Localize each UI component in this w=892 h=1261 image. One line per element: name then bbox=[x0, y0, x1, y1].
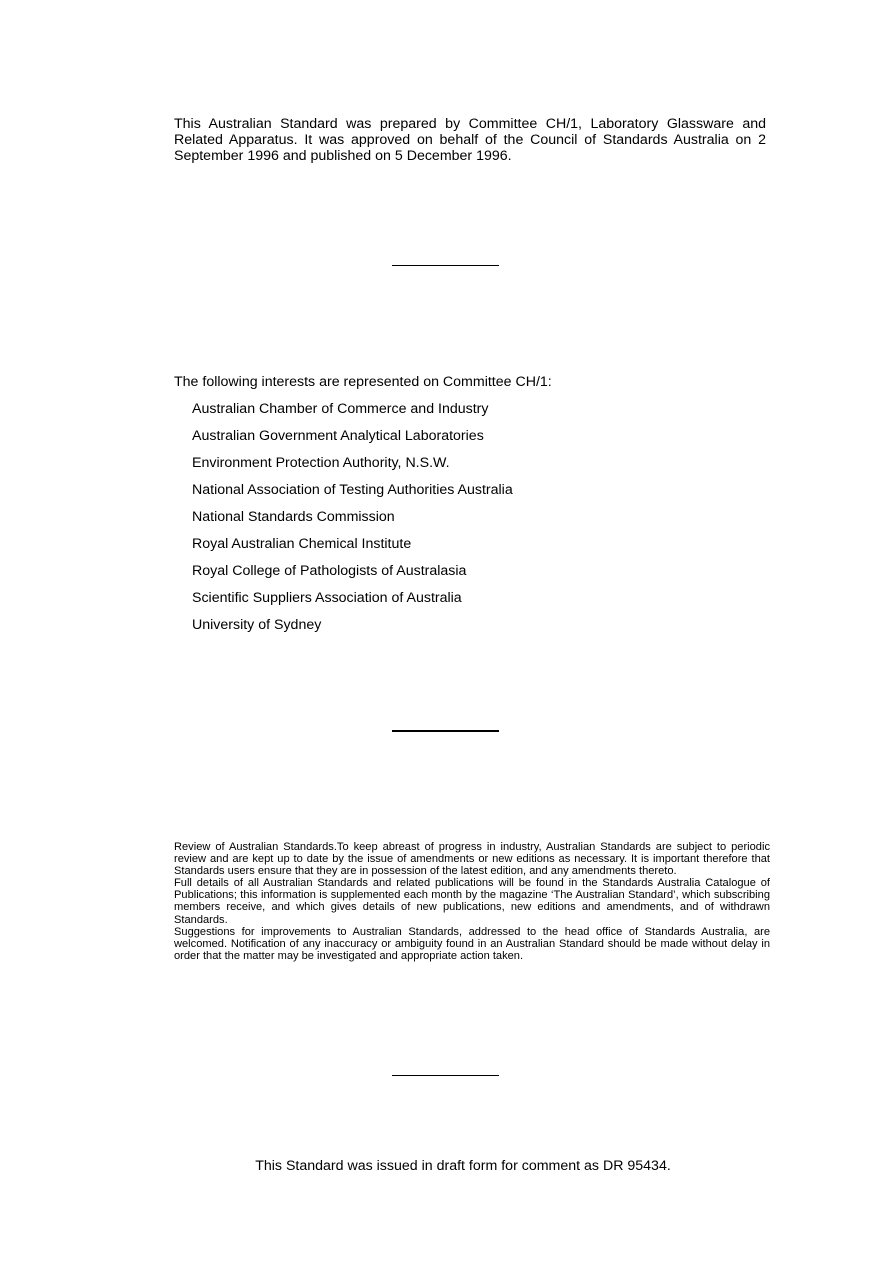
list-item: Australian Chamber of Commerce and Industry bbox=[192, 401, 489, 417]
interest-list bbox=[174, 400, 766, 643]
catalogue-paragraph: Full details of all Australian Standards and related publications will be found in the Standards Australia Catalogue of Publications; this information is supplemented each month by the magazine ‘The Australian Standard’, which subscribing members receive, and which gives details of new publications, new editions and amendments, and of withdrawn Standards. bbox=[174, 877, 770, 926]
list-item: Scientific Suppliers Association of Australia bbox=[192, 590, 462, 606]
divider-rule bbox=[392, 1075, 499, 1076]
divider-rule bbox=[392, 265, 499, 266]
list-item: Royal Australian Chemical Institute bbox=[192, 536, 412, 552]
committee-interests bbox=[174, 373, 766, 643]
preparation-note: This Australian Standard was prepared by Committee CH/1, Laboratory Glassware and Related Apparatus. It was approved on behalf of the Council of Standards Australia on 2 September 1996 and published on 5 December 1996. bbox=[174, 116, 766, 164]
divider-rule bbox=[392, 730, 499, 732]
suggestions-paragraph: Suggestions for improvements to Australian Standards, addressed to the head office of Standards Australia, are welcomed. Notification of any inaccuracy or ambiguity found in an Australian Standard should be made without delay in order that the matter may be investigated and appropriate action taken. bbox=[174, 925, 770, 962]
list-item: Environment Protection Authority, N.S.W. bbox=[192, 455, 450, 471]
interests-heading: The following interests are represented on Committee CH/1: bbox=[174, 374, 552, 390]
list-item: University of Sydney bbox=[192, 617, 322, 633]
list-item: Australian Government Analytical Laboratories bbox=[192, 428, 484, 444]
list-item: National Association of Testing Authorities Australia bbox=[192, 482, 513, 498]
list-item: National Standards Commission bbox=[192, 509, 395, 525]
list-item: Royal College of Pathologists of Australasia bbox=[192, 563, 467, 579]
review-notice bbox=[174, 841, 770, 962]
draft-note: This Standard was issued in draft form for comment as DR 95434. bbox=[255, 1158, 671, 1174]
review-paragraph: Review of Australian Standards.To keep abreast of progress in industry, Australian Standards are subject to periodic review and are kept up to date by the issue of amendments or new editions as necessary. It is important therefore that Standards users ensure that they are in possession of the latest edition, and any amendments thereto. bbox=[174, 841, 770, 878]
